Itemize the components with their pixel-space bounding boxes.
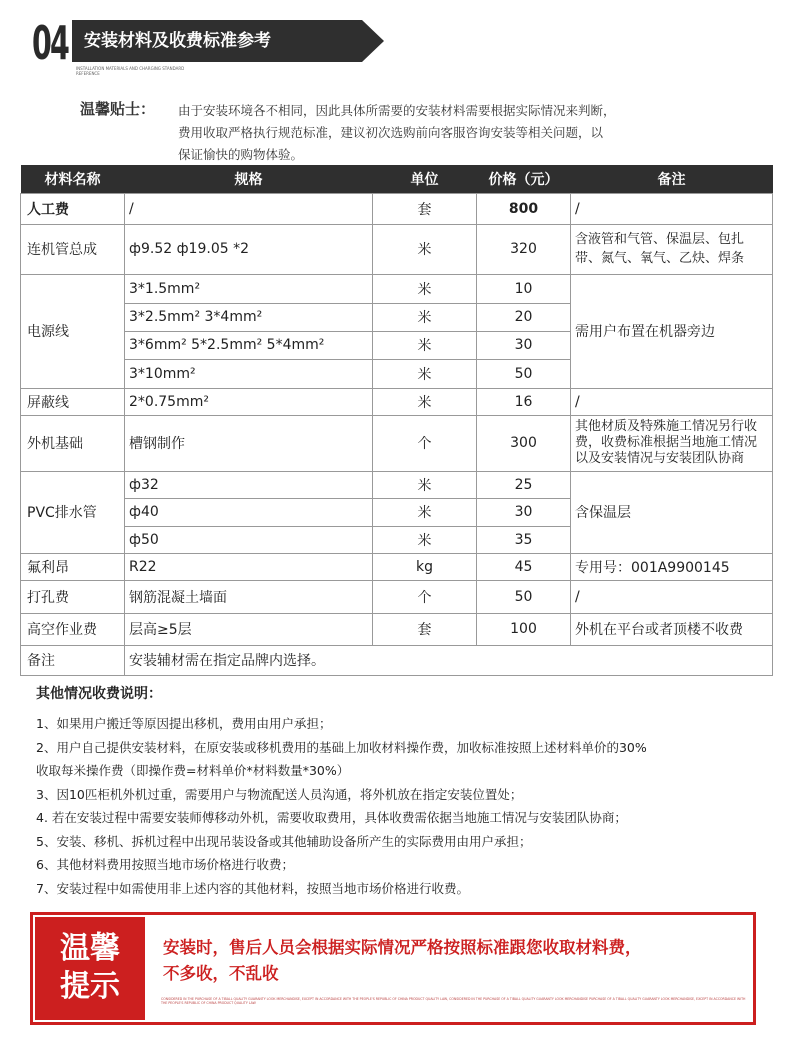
cell-unit: 米 <box>373 331 477 359</box>
section-header <box>32 14 362 76</box>
cell-name: 高空作业费 <box>21 613 125 645</box>
cell-spec: / <box>125 193 373 224</box>
cell-name: 氟利昂 <box>21 553 125 580</box>
cell-unit: kg <box>373 553 477 580</box>
section-number: 04 <box>32 16 68 70</box>
cell-name: 连机管总成 <box>21 224 125 274</box>
cell-name: 外机基础 <box>21 415 125 471</box>
cell-remark: 安装辅材需在指定品牌内选择。 <box>125 645 773 675</box>
table-row <box>21 471 773 498</box>
cell-spec: 钢筋混凝土墙面 <box>125 580 373 613</box>
cell-note: / <box>571 193 773 224</box>
reminder-line: 不多收，不乱收 <box>163 964 279 983</box>
col-header-unit: 单位 <box>373 165 477 193</box>
cell-unit: 套 <box>373 193 477 224</box>
table-row <box>21 224 773 274</box>
cell-spec: 3*2.5mm² 3*4mm² <box>125 303 373 331</box>
col-header-spec: 规格 <box>125 165 373 193</box>
reminder-label <box>35 917 145 1020</box>
reminder-label-line: 提示 <box>60 969 120 1004</box>
other-charges-list <box>36 712 776 900</box>
other-charges-title: 其他情况收费说明： <box>36 686 162 702</box>
cell-price: 10 <box>477 274 571 303</box>
list-item: 4. 若在安装过程中需要安装师傅移动外机，需要收取费用，具体收费需依据当地施工情况与安装团队协商； <box>36 810 627 825</box>
cell-unit: 米 <box>373 388 477 415</box>
cell-price: 35 <box>477 526 571 553</box>
cell-spec: 3*10mm² <box>125 359 373 388</box>
cell-price: 50 <box>477 580 571 613</box>
table-row <box>21 645 773 675</box>
cell-spec: 2*0.75mm² <box>125 388 373 415</box>
cell-note: 需用户布置在机器旁边 <box>571 274 773 388</box>
section-subtitle: INSTALLATION MATERIALS AND CHARGING STANDARD REFERENCE <box>76 66 185 76</box>
cell-name: 人工费 <box>21 193 125 224</box>
cell-spec: ф9.52 ф19.05 *2 <box>125 224 373 274</box>
cell-price: 30 <box>477 331 571 359</box>
cell-price: 45 <box>477 553 571 580</box>
col-header-name: 材料名称 <box>21 165 125 193</box>
cell-name: PVC排水管 <box>21 471 125 553</box>
tip-label: 温馨贴士： <box>80 100 156 118</box>
cell-price: 800 <box>477 193 571 224</box>
col-header-note: 备注 <box>571 165 773 193</box>
reminder-box <box>30 912 756 1025</box>
table-row <box>21 613 773 645</box>
reminder-label-line: 温馨 <box>60 931 120 966</box>
cell-name: 打孔费 <box>21 580 125 613</box>
materials-table <box>20 165 773 676</box>
table-header-row <box>21 165 773 193</box>
tip-line: 费用收取严格执行规范标准，建议初次选购前向客服咨询安装等相关问题，以 <box>178 125 604 140</box>
cell-spec: ф50 <box>125 526 373 553</box>
cell-spec: 3*1.5mm² <box>125 274 373 303</box>
table-row <box>21 580 773 613</box>
list-item: 收取每米操作费（即操作费=材料单价*材料数量*30%） <box>36 763 350 778</box>
cell-note: 含保温层 <box>571 471 773 553</box>
cell-spec: 槽钢制作 <box>125 415 373 471</box>
cell-note: 其他材质及特殊施工情况另行收费，收费标准根据当地施工情况以及安装情况与安装团队协商 <box>571 415 773 471</box>
list-item: 2、用户自己提供安装材料，在原安装或移机费用的基础上加收材料操作费，加收标准按照上述材料单价的30% <box>36 739 647 755</box>
cell-unit: 米 <box>373 359 477 388</box>
tip-text <box>178 100 738 166</box>
table-row <box>21 274 773 303</box>
cell-note: 含液管和气管、保温层、包扎带、氮气、氧气、乙炔、焊条 <box>571 224 773 274</box>
header-arrow-shape <box>362 20 384 62</box>
cell-price: 16 <box>477 388 571 415</box>
reminder-line: 安装时，售后人员会根据实际情况严格按照标准跟您收取材料费， <box>163 938 642 957</box>
col-header-price: 价格（元） <box>477 165 571 193</box>
cell-price: 25 <box>477 471 571 498</box>
cell-name: 备注 <box>21 645 125 675</box>
list-item: 1、如果用户搬迁等原因提出移机，费用由用户承担； <box>36 716 332 731</box>
cell-price: 300 <box>477 415 571 471</box>
cell-unit: 个 <box>373 580 477 613</box>
tip-line: 保证愉快的购物体验。 <box>178 147 304 162</box>
cell-spec: 层高≥5层 <box>125 613 373 645</box>
cell-name: 屏蔽线 <box>21 388 125 415</box>
cell-note: 外机在平台或者顶楼不收费 <box>571 613 773 645</box>
cell-note: 专用号：001A9900145 <box>571 553 773 580</box>
cell-price: 20 <box>477 303 571 331</box>
cell-unit: 米 <box>373 274 477 303</box>
cell-spec: 3*6mm² 5*2.5mm² 5*4mm² <box>125 331 373 359</box>
table-row <box>21 193 773 224</box>
list-item: 7、安装过程中如需使用非上述内容的其他材料，按照当地市场价格进行收费。 <box>36 880 469 896</box>
cell-unit: 米 <box>373 498 477 526</box>
cell-price: 50 <box>477 359 571 388</box>
cell-unit: 米 <box>373 303 477 331</box>
section-title: 安装材料及收费标准参考 <box>84 31 271 51</box>
tip-line: 由于安装环境各不相同，因此具体所需要的安装材料需要根据实际情况来判断， <box>178 103 616 118</box>
cell-price: 30 <box>477 498 571 526</box>
cell-name: 电源线 <box>21 274 125 388</box>
cell-note: / <box>571 388 773 415</box>
cell-spec: R22 <box>125 553 373 580</box>
cell-unit: 个 <box>373 415 477 471</box>
list-item: 6、其他材料费用按照当地市场价格进行收费； <box>36 857 294 872</box>
list-item: 5、安装、移机、拆机过程中出现吊装设备或其他辅助设备所产生的实际费用由用户承担； <box>36 833 532 849</box>
cell-price: 320 <box>477 224 571 274</box>
cell-spec: ф32 <box>125 471 373 498</box>
cell-spec: ф40 <box>125 498 373 526</box>
table-row <box>21 415 773 471</box>
cell-unit: 米 <box>373 471 477 498</box>
cell-unit: 套 <box>373 613 477 645</box>
list-item: 3、因10匹柜机外机过重，需要用户与物流配送人员沟通，将外机放在指定安装位置处； <box>36 786 523 802</box>
cell-unit: 米 <box>373 526 477 553</box>
cell-price: 100 <box>477 613 571 645</box>
cell-note: / <box>571 580 773 613</box>
reminder-text <box>163 935 743 987</box>
cell-unit: 米 <box>373 224 477 274</box>
table-row <box>21 553 773 580</box>
table-row <box>21 388 773 415</box>
reminder-fine-print: CONSIDERED IN THE PURCHASE OF A TIBALL QUALITY GUARANTY LOOK MERCHANDISE, EXCEPT IN ACCORDANCE WITH THE PEOPLE'S REPUBLIC OF CHINA PRODUCT QUALITY LAW, CONSIDERED IN THE PURCHASE OF A TIBALL QUALITY GUARANTY LOOK MERCHANDISE PURCHASE OF A TIBALL QUALITY GUARANTY LOOK MERCHANDISE, EXCEPT IN ACCORDANCE WITH THE PEOPLE'S REPUBLIC OF CHINA PRODUCT QUALITY LAW <box>161 997 746 1005</box>
